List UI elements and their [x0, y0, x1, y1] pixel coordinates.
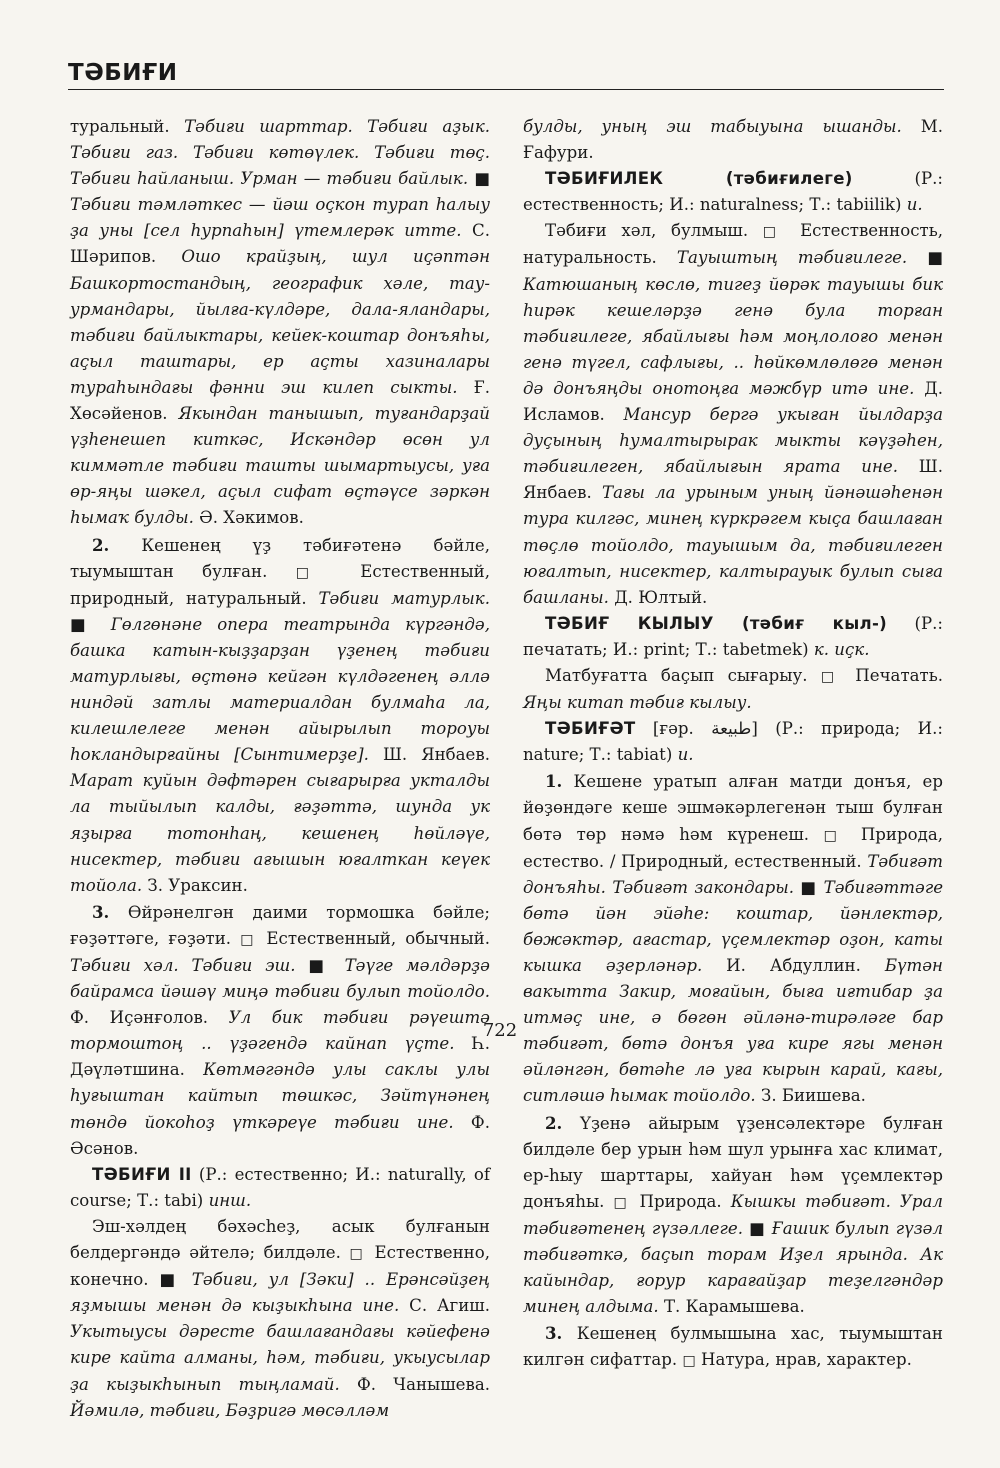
text-run: Естественно, конечно.	[70, 1243, 490, 1290]
definition-paragraph	[70, 1214, 490, 1424]
example-marker: ■	[70, 614, 96, 634]
text-run: З. Ураксин.	[142, 875, 248, 895]
example-marker: ■	[927, 248, 943, 268]
example-marker: ■	[749, 1218, 766, 1238]
italic-example-text: Мансур бергә укыған йылдарҙа дуҫының һумалтырырак мыкты кәүҙәһен, тәбиғилеген, ябайлығын ярата ине.	[523, 405, 943, 477]
definition-paragraph	[523, 218, 943, 610]
italic-example-text: Якындан танышып, туғандарҙай үҙһенешеп киткәс, Искәндәр өсөн ул киммәтле тәбиғи ташты шымартыусы, уға өр-яңы шәкел, аҫыл сифат өҫтәүсе зәркән һымаҡ булды.	[70, 404, 490, 528]
russian-equivalent-marker: □	[682, 1353, 696, 1370]
headword-entry	[523, 716, 943, 768]
headword: ТӘБИҒИЛЕК (тәбиғилеге)	[545, 169, 853, 189]
russian-equivalent-marker: □	[762, 224, 786, 241]
headword: ТӘБИҒИ II	[92, 1164, 192, 1184]
italic-example-text: Тәбиғәт донъяһы. Тәбиғәт закондары.	[523, 851, 943, 897]
text-run: Ф. Чанышева.	[339, 1374, 490, 1394]
text-run: Ф. Әсәнов.	[70, 1112, 490, 1158]
text-run	[181, 1270, 192, 1289]
text-run: Ә. Хәкимов.	[193, 508, 304, 528]
text-run: Кешенең үҙ тәбиғәтенә бәйле, тыумыштан булған.	[70, 535, 490, 581]
italic-example-text: Марат куйын дәфтәрен сығарырға укталды ла тыйылып калды, ғәҙәттә, шунда ук яҙырға тотонһаң, кешенең һөйләүе, нисектер, тәбиғи ағышын юғалткан кеүек тойола.	[70, 771, 490, 895]
russian-equivalent-marker: □	[613, 1194, 631, 1211]
sense-number: 2.	[545, 1112, 563, 1133]
text-run: туральный.	[70, 117, 185, 136]
sense-number: 3.	[92, 901, 110, 922]
italic-example-text: Гөлгөнәне опера театрында күргәндә, башка катын-кыҙҙарҙан үҙенең тәбиғи матурлығы, өҫтөнә кейгән күлдәгенең әллә ниндәй затлы материалдан булмаһа ла, килешлелеге менән айырылып тороуы һокландырғайны [Сынтимерҙе].	[70, 614, 491, 765]
italic-example-text: инш.	[208, 1190, 252, 1210]
text-run	[332, 956, 345, 975]
italic-example-text: и.	[906, 195, 923, 215]
italic-example-text: Ошо крайҙың, шул иҫәптән Башкортостандың, географик хәле, тау-урмандары, йылға-күлдәре, дала-яландары, тәбиғи байлыктары, кейек-коштар донъяһы, аҫыл таштары, ер аҫты хазиналары тураһындағы фәнни эш килеп сыкты.	[70, 247, 490, 397]
text-run	[296, 956, 309, 975]
headword-entry	[523, 611, 943, 663]
italic-example-text: Тәбиғи хәл. Тәбиғи эш.	[70, 956, 296, 975]
italic-example-text: Тәбиғи, ул [Зәки] .. Ерәнсәйҙең яҙмышы менән дә кыҙыкһына ине.	[70, 1270, 491, 1316]
text-run: Кешене уратып алған матди донъя, ер йөҙөндәге кеше эшмәкәрлегенән тыш булған бөтә төр нәмә һәм күренеш.	[523, 772, 943, 844]
example-marker: ■	[308, 956, 332, 975]
text-run: Д. Юлтый.	[608, 587, 708, 607]
right-column	[523, 114, 943, 1375]
text-run: Природа, естество. / Природный, естественный.	[523, 824, 943, 871]
text-run: И. Абдуллин.	[702, 956, 885, 975]
italic-example-text: Укытыусы дәресте башлағандағы кәйефенә кире кайта алманы, һәм, тәбиғи, укыусылар ҙа кыҙыкһынып тыңламай.	[70, 1322, 490, 1394]
text-run: Һ. Дәүләтшина.	[70, 1034, 490, 1080]
russian-equivalent-marker: □	[295, 564, 332, 581]
russian-equivalent-marker: □	[349, 1246, 366, 1263]
sense-1-paragraph	[523, 768, 943, 1109]
text-run: Печатать.	[842, 665, 944, 685]
text-run: Матбуғатта баҫып сығарыу.	[545, 665, 821, 685]
text-run: Үҙенә айырым үҙенсәлектәре булған билдәле бер урын һәм шул урынға хас климат, ер-һыу шарттары, хайуан һәм үҫемлектәр донъяһы.	[523, 1113, 943, 1211]
text-run: (Р.: печатать; И.: print; Т.: tabetmek)	[523, 613, 943, 659]
italic-example-text: Тауыштың тәбиғилеге.	[676, 248, 908, 268]
text-run: Естественный, обычный.	[257, 928, 490, 948]
headword: ТӘБИҒ КЫЛЫУ (тәбиғ кыл-)	[545, 613, 888, 633]
italic-example-text: Тәбиғи матурлык.	[318, 588, 490, 608]
italic-example-text: к. иҫк.	[813, 639, 870, 659]
text-run: М. Ғафури.	[523, 117, 943, 163]
italic-example-text: Бүтән вакытта Закир, моғайын, быға иғтибар ҙа итмәҫ ине, ә бөгөн әйләнә-тирәләге бар тәбиғәт, бөтә донъя уға кире ягы менән әйләнгән, бөтәһе лә уға кырын карай, кағы, ситләшә һымак тойолдо.	[523, 956, 943, 1106]
text-run: Д. Исламов.	[523, 378, 943, 425]
text-run: Өйрәнелгән даими тормошка бәйле; ғәҙәттәге, ғәҙәти.	[70, 902, 490, 948]
russian-equivalent-marker: □	[240, 931, 258, 948]
italic-example-text: Тәбиғәттәге бөтә йән эйәһе: коштар, йәнлектәр, бөжәктәр, ағастар, үҫемлектәр оҙон, каты кышка әҙерләнәр.	[523, 877, 944, 975]
entry-continuation	[523, 114, 943, 166]
russian-equivalent-marker: □	[823, 827, 847, 844]
text-run: (Р.: естественность; И.: naturalness; Т.: tabiilik)	[523, 169, 943, 215]
example-marker: ■	[159, 1270, 181, 1290]
sense-number: 2.	[92, 534, 110, 555]
text-run: Ғ. Хөсәйенов.	[70, 377, 490, 424]
headword-entry	[70, 1162, 490, 1214]
text-run: Натура, нрав, характер.	[695, 1350, 912, 1370]
sense-3-paragraph	[523, 1320, 943, 1374]
text-run: Природа.	[630, 1191, 731, 1211]
italic-example-text: Йәмилә, тәбиғи, Бәҙригә мөсәлләм	[70, 1400, 390, 1420]
text-run: Ш. Янбаев.	[523, 457, 943, 503]
text-run: С. Агиш.	[399, 1296, 491, 1316]
entry-paragraph	[70, 114, 490, 532]
text-run: Эш-хәлдең бәхәсһеҙ, асык булғанын белдергәндә әйтелә; билдәле.	[70, 1216, 490, 1263]
text-run: Ш. Янбаев.	[368, 745, 490, 765]
text-run: Т. Карамышева.	[658, 1297, 805, 1317]
text-run: Естественность, натуральность.	[523, 221, 944, 268]
italic-example-text: Яңы китап тәбиғ кылыу.	[523, 693, 752, 713]
italic-example-text: булды, уның эш табыуына ышанды.	[523, 117, 902, 136]
text-run: Ф. Иҫәнғолов.	[70, 1008, 229, 1028]
text-run: Естественный, природный, натуральный.	[70, 561, 490, 608]
example-marker: ■	[800, 877, 818, 897]
italic-example-text: Тағы ла урыным уның йәнәшәһенән тура килгәс, минең күркрәгем кыҫа башлаған төҫлө тойолдо, тауышым да, тәбиғилеген юғалтып, нисектер, калтырауык булып сыға башланы.	[523, 483, 943, 607]
italic-example-text: и.	[677, 745, 694, 765]
text-run: С. Шәрипов.	[70, 221, 490, 267]
italic-example-text: Тәүге мәлдәрҙә байрамса йәшәү миңә тәбиғи булып тойолдо.	[70, 956, 490, 1002]
text-run	[96, 615, 111, 634]
sense-2-paragraph	[523, 1110, 943, 1321]
russian-equivalent-marker: □	[820, 668, 843, 685]
sense-number: 1.	[545, 771, 563, 792]
page-header	[68, 60, 944, 90]
text-run	[907, 248, 927, 267]
page-number: 722	[482, 1020, 518, 1041]
headword-entry	[523, 166, 943, 218]
headword: ТӘБИҒӘТ	[545, 719, 636, 739]
definition-paragraph	[523, 663, 943, 716]
italic-example-text: Тәбиғи тәмләткес — йәш оҫкон турап һалыу ҙа уны [сел һурпаһын] үтемлерәк итте.	[70, 195, 490, 241]
text-run: Тәбиғи хәл, булмыш.	[545, 221, 763, 241]
italic-example-text: Көтмәгәндә улы саклы улы һуғыштан кайтып төшкәс, Зәйтүнәнең төндө йокоһоҙ үткәреүе тәбиғи ине.	[70, 1060, 490, 1132]
running-head: ТӘБИҒИ	[68, 60, 178, 86]
text-run: [ғәр. طبيعة] (Р.: природа; И.: nature; Т.: tabiat)	[523, 719, 943, 765]
italic-example-text: Катюшаның көслө, тигеҙ йөрәк тауышы бик һирәк кешеләрҙә генә була торған тәбиғилеге, ябайлығы һәм моңлолоғо менән генә түгел, сафлығы, .. һөйкөмлөлөгө менән дә донъяңды онотоңға мәжбүр итә ине.	[523, 274, 943, 398]
italic-example-text: Кышкы тәбиғәт. Урал тәбиғәтенең гүзәллеге.	[523, 1191, 943, 1238]
italic-example-text: Ул бик тәбиғи рәүештә тормоштоң .. үҙәгендә кайнап үҫте.	[70, 1008, 490, 1054]
text-run: З. Биишева.	[755, 1086, 866, 1106]
example-marker: ■	[474, 169, 490, 189]
italic-example-text: Тәбиғи шарттар. Тәбиғи аҙык. Тәбиғи газ. Тәбиғи көтөүлек. Тәбиғи төҫ. Тәбиғи һайланыш. Урман — тәбиғи байлык.	[70, 117, 490, 189]
italic-example-text: Ғашик булып гүзәл тәбиғәткә, баҫып торам Иҙел ярында. Ак кайындар, ғорур карағайҙар теҙелгәндәр минең алдыма.	[523, 1218, 944, 1317]
left-column	[70, 114, 490, 1424]
text-run: (Р.: естественно; И.: naturally, of course; Т.: tabi)	[70, 1164, 490, 1210]
sense-number: 3.	[545, 1323, 563, 1344]
sense-2-paragraph	[70, 532, 490, 899]
text-run: Кешенең булмышына хас, тыумыштан килгән сифаттар.	[523, 1324, 943, 1370]
